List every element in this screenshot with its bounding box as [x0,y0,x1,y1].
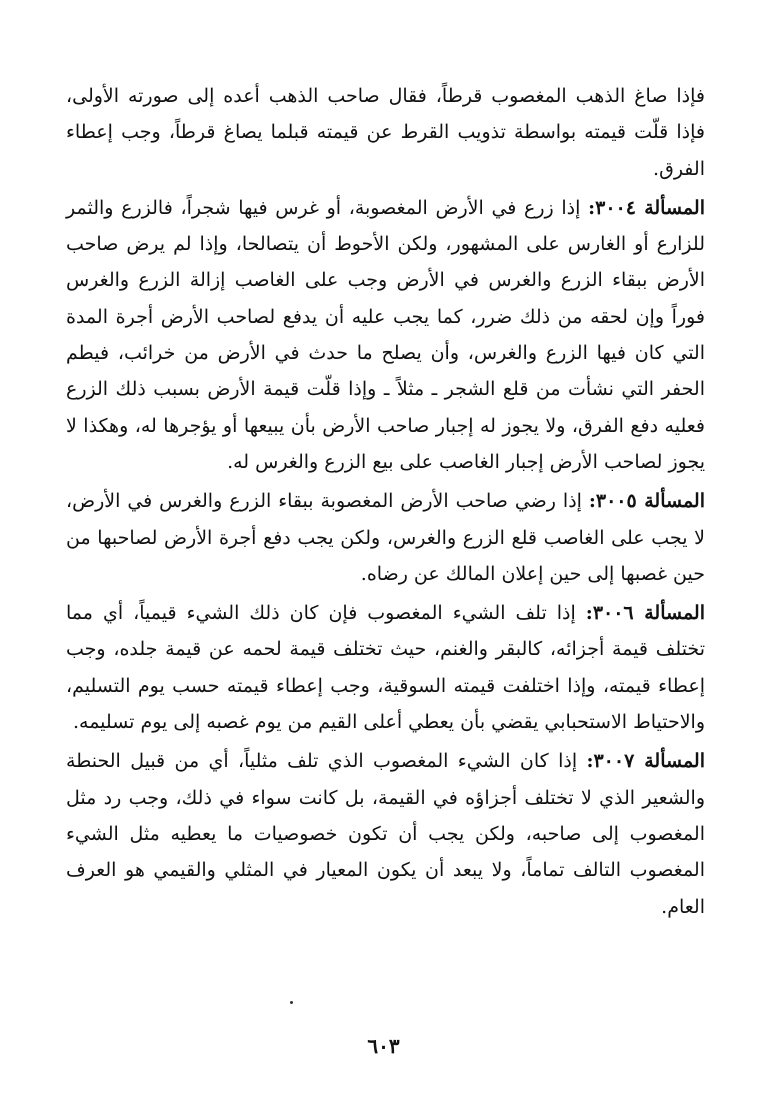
paragraph-text: فإذا صاغ الذهب المغصوب قرطاً، فقال صاحب الذهب أعده إلى صورته الأولى، فإذا قلّت قيمته بواسطة تذويب القرط عن قيمته قبلما يصاغ قرطاً، وجب إعطاء الفرق. [66,85,705,180]
issue-number-label: المسألة ٣٠٠٥: [588,490,705,513]
paragraph-text: إذا رضي صاحب الأرض المغصوبة ببقاء الزرع والغرس في الأرض، لا يجب على الغاصب قلع الزرع والغرس، ولكن يجب دفع أجرة الأرض لصاحبها من حين غصبها إلى حين إعلان المالك عن رضاه. [66,490,705,585]
paragraph-issue-3005 [66,483,705,592]
issue-number-label: المسألة ٣٠٠٦: [585,602,705,625]
paragraph-continuation [66,78,705,187]
paragraph-text: إذا زرع في الأرض المغصوبة، أو غرس فيها شجراً، فالزرع والثمر للزارع أو الغارس على المشهور، ولكن الأحوط أن يتصالحا، وإذا لم يرض صاحب الأرض ببقاء الزرع والغرس في الأرض وجب على الغاصب إزالة الزرع والغرس فوراً وإن لحقه من ذلك ضرر، كما يجب عليه أن يدفع لصاحب الأرض أجرة المدة التي كان فيها الزرع والغرس، وأن يصلح ما حدث في الأرض من خرائب، فيطم الحفر التي نشأت من قلع الشجر ـ مثلاً ـ وإذا قلّت قيمة الأرض بسبب ذلك الزرع فعليه دفع الفرق، ولا يجوز له إجبار صاحب الأرض بأن يبيعها أو يؤجرها له، وهكذا لا يجوز لصاحب الأرض إجبار الغاصب على بيع الزرع والغرس له. [66,196,705,473]
paragraph-issue-3007 [66,743,705,924]
issue-number-label: المسألة ٣٠٠٧: [586,750,705,773]
paragraph-issue-3006 [66,595,705,740]
paragraph-text: إذا كان الشيء المغصوب الذي تلف مثلياً، أي من قبيل الحنطة والشعير الذي لا تختلف أجزاؤه في القيمة، بل كانت سواء في ذلك، وجب رد مثل المغصوب إلى صاحبه، ولكن يجب أن تكون خصوصيات ما يعطيه مثل الشيء المغصوب التالف تماماً، ولا يبعد أن يكون المعيار في المثلي والقيمي هو العرف العام. [66,750,705,918]
page-number: ٦٠٣ [367,1034,400,1058]
paragraph-issue-3004 [66,190,705,480]
ink-dot [290,1001,293,1004]
body-text [66,78,705,925]
issue-number-label: المسألة ٣٠٠٤: [588,196,705,219]
paragraph-text: إذا تلف الشيء المغصوب فإن كان ذلك الشيء قيمياً، أي مما تختلف قيمة أجزائه، كالبقر والغنم، حيث تختلف قيمة لحمه عن قيمة جلده، وجب إعطاء قيمته، وإذا اختلفت قيمته السوقية، وجب إعطاء قيمته حسب يوم التسليم، والاحتياط الاستحبابي يقضي بأن يعطي أعلى القيم من يوم غصبه إلى يوم تسليمه. [66,602,705,734]
